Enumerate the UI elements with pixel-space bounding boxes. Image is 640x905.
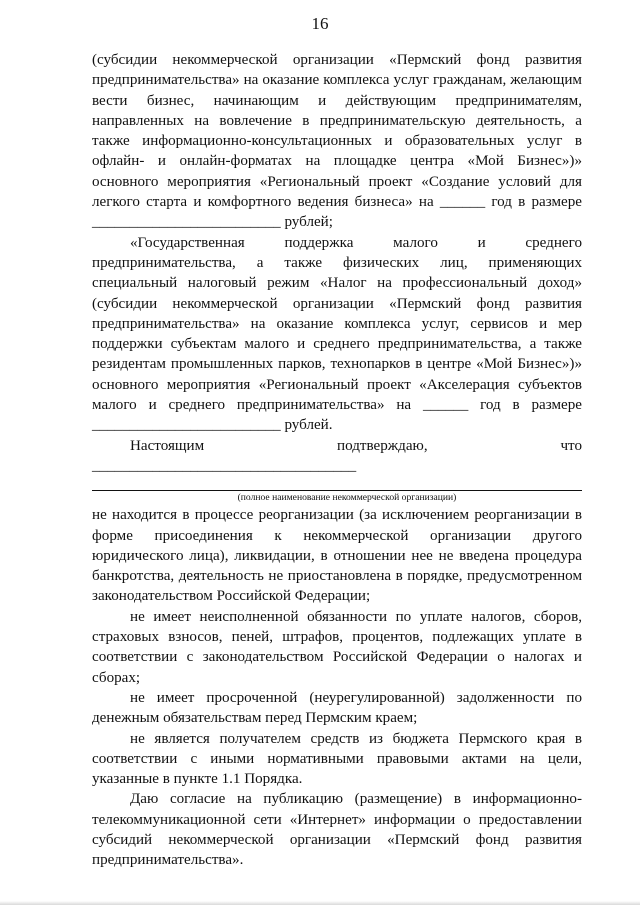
page-number: 16 [311, 14, 329, 33]
paragraph-state-support: «Государственная поддержка малого и среднего предпринимательства, а также физических лиц, применяющих специальный налоговый режим «Налог на профессиональный доход» (субсидии некоммерческой организации «Пермский фонд развития предпринимательства» на оказание комплекса услуг, сервисов и мер поддержки субъектам малого и среднего предпринимательства, а также резидентам промышленных парков, технопарков в центре «Мой Бизнес»)» основного мероприятия «Региональный проект «Акселерация субъектов малого и среднего предпринимательства» на ______ год в размере _________________________ рублей. [92, 234, 582, 434]
paragraph-not-budget-recipient: не является получателем средств из бюджета Пермского края в соответствии с иными нормативными правовыми актами на цели, указанные в пункте 1.1 Порядка. [92, 730, 582, 788]
paragraph-no-tax-debt: не имеет неисполненной обязанности по уплате налогов, сборов, страховых взносов, пеней, штрафов, процентов, подлежащих уплате в соответствии с законодательством Российской Федерации о налогах и сборах; [92, 608, 582, 686]
paragraph-publication-consent: Даю согласие на публикацию (размещение) в информационно-телекоммуникационной сети «Интернет» информации о предоставлении субсидий некоммерческой организации «Пермский фонд развития предпринимательства». [92, 791, 582, 869]
organization-name-caption: (полное наименование некоммерческой организации) [237, 492, 457, 504]
paragraph-no-overdue-debt: не имеет просроченной (неурегулированной) задолженности по денежным обязательствам перед Пермским краем; [92, 689, 582, 727]
organization-name-line [92, 478, 582, 491]
document-body [92, 50, 582, 871]
paragraph-subsidy-continuation: (субсидии некоммерческой организации «Пермский фонд развития предпринимательства» на оказание комплекса услуг гражданам, желающим вести бизнес, начинающим и действующим предпринимателям, направленных на вовлечение в предпринимательскую деятельность, а также информационно-консультационных и образовательных услуг в офлайн- и онлайн-форматах на площадке центра «Мой Бизнес»)» основного мероприятия «Региональный проект «Создание условий для легкого старта и комфортного ведения бизнеса» на ______ год в размере _________________________ рублей; [92, 52, 582, 231]
page-bottom-edge [0, 901, 640, 905]
paragraph-confirmation: Настоящим подтверждаю, что ___________________________________ [92, 437, 582, 474]
paragraph-no-reorganization: не находится в процессе реорганизации (за исключением реорганизации в форме присоединения к некоммерческой организации другого юридического лица), ликвидации, в отношении нее не введена процедура банкротства, деятельность не приостановлена в порядке, предусмотренном законодательством Российской Федерации; [92, 507, 582, 605]
